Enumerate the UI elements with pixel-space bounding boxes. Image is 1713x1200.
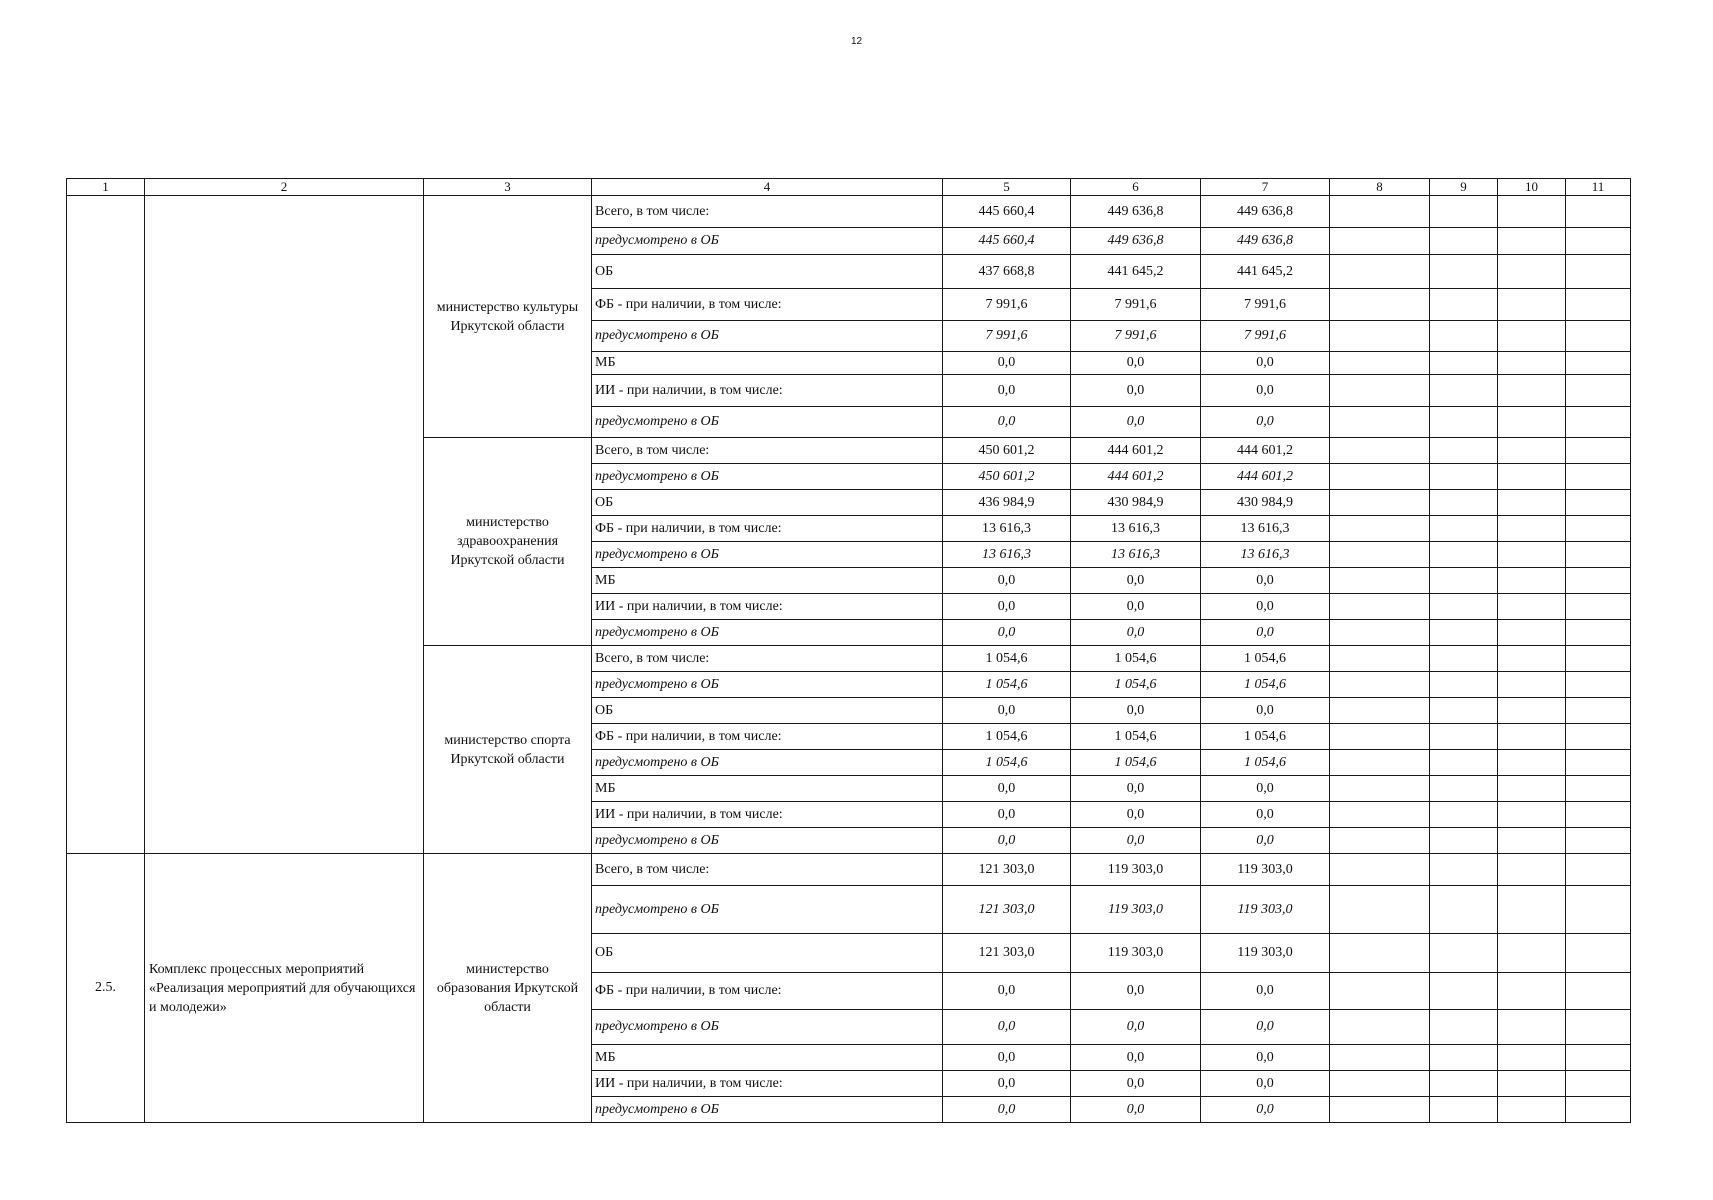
table-row: [67, 196, 1631, 228]
value-cell-5: 1 054,6: [943, 750, 1071, 776]
value-cell-6: 7 991,6: [1071, 321, 1201, 352]
empty-cell-9: [1430, 1071, 1498, 1097]
funding-source-label: МБ: [592, 776, 943, 802]
empty-cell-8: [1330, 886, 1430, 934]
empty-cell-8: [1330, 802, 1430, 828]
header-cell-3: 3: [424, 179, 592, 196]
value-cell-6: 449 636,8: [1071, 196, 1201, 228]
value-cell-7: 0,0: [1201, 352, 1330, 375]
header-cell-4: 4: [592, 179, 943, 196]
empty-cell-9: [1430, 620, 1498, 646]
header-cell-2: 2: [145, 179, 424, 196]
empty-cell-9: [1430, 568, 1498, 594]
value-cell-7: 1 054,6: [1201, 672, 1330, 698]
funding-source-label: предусмотрено в ОБ: [592, 886, 943, 934]
empty-cell-9: [1430, 255, 1498, 289]
value-cell-5: 7 991,6: [943, 321, 1071, 352]
empty-cell-10: [1498, 1010, 1566, 1045]
value-cell-5: 0,0: [943, 375, 1071, 407]
value-cell-6: 0,0: [1071, 375, 1201, 407]
empty-cell-10: [1498, 854, 1566, 886]
empty-cell-9: [1430, 828, 1498, 854]
empty-cell-8: [1330, 438, 1430, 464]
empty-cell-8: [1330, 672, 1430, 698]
empty-cell-9: [1430, 776, 1498, 802]
value-cell-6: 0,0: [1071, 1097, 1201, 1123]
value-cell-5: 0,0: [943, 1097, 1071, 1123]
value-cell-7: 0,0: [1201, 802, 1330, 828]
empty-cell-11: [1566, 438, 1631, 464]
empty-cell-11: [1566, 464, 1631, 490]
funding-source-label: ИИ - при наличии, в том числе:: [592, 375, 943, 407]
empty-cell-11: [1566, 672, 1631, 698]
empty-cell-10: [1498, 321, 1566, 352]
value-cell-6: 0,0: [1071, 1045, 1201, 1071]
value-cell-6: 0,0: [1071, 802, 1201, 828]
empty-cell-11: [1566, 886, 1631, 934]
funding-source-label: ОБ: [592, 698, 943, 724]
empty-cell-9: [1430, 750, 1498, 776]
empty-cell-11: [1566, 828, 1631, 854]
value-cell-7: 0,0: [1201, 973, 1330, 1010]
empty-cell-11: [1566, 1097, 1631, 1123]
value-cell-7: 0,0: [1201, 594, 1330, 620]
empty-cell-9: [1430, 854, 1498, 886]
agency-cell: министерство здравоохранения Иркутской области: [424, 438, 592, 646]
empty-cell-11: [1566, 594, 1631, 620]
funding-source-label: Всего, в том числе:: [592, 196, 943, 228]
empty-cell-9: [1430, 490, 1498, 516]
empty-cell-10: [1498, 255, 1566, 289]
value-cell-5: 121 303,0: [943, 854, 1071, 886]
empty-cell-11: [1566, 698, 1631, 724]
empty-cell-11: [1566, 750, 1631, 776]
value-cell-7: 444 601,2: [1201, 464, 1330, 490]
value-cell-6: 0,0: [1071, 568, 1201, 594]
empty-cell-10: [1498, 196, 1566, 228]
agency-cell: министерство культуры Иркутской области: [424, 196, 592, 438]
value-cell-5: 437 668,8: [943, 255, 1071, 289]
agency-cell: министерство образования Иркутской области: [424, 854, 592, 1123]
funding-source-label: Всего, в том числе:: [592, 854, 943, 886]
empty-cell-9: [1430, 724, 1498, 750]
empty-cell-8: [1330, 1010, 1430, 1045]
empty-cell-8: [1330, 646, 1430, 672]
value-cell-7: 13 616,3: [1201, 542, 1330, 568]
empty-cell-8: [1330, 407, 1430, 438]
value-cell-7: 13 616,3: [1201, 516, 1330, 542]
empty-cell-11: [1566, 407, 1631, 438]
empty-cell-10: [1498, 672, 1566, 698]
empty-cell-10: [1498, 886, 1566, 934]
value-cell-5: 7 991,6: [943, 289, 1071, 321]
empty-cell-9: [1430, 516, 1498, 542]
empty-cell-9: [1430, 321, 1498, 352]
value-cell-7: 119 303,0: [1201, 934, 1330, 973]
value-cell-5: 1 054,6: [943, 724, 1071, 750]
empty-cell-8: [1330, 568, 1430, 594]
value-cell-7: 430 984,9: [1201, 490, 1330, 516]
budget-table: [66, 178, 1631, 1123]
value-cell-6: 0,0: [1071, 698, 1201, 724]
value-cell-7: 449 636,8: [1201, 228, 1330, 255]
empty-cell-10: [1498, 776, 1566, 802]
funding-source-label: ИИ - при наличии, в том числе:: [592, 802, 943, 828]
value-cell-7: 1 054,6: [1201, 724, 1330, 750]
value-cell-6: 119 303,0: [1071, 934, 1201, 973]
value-cell-5: 121 303,0: [943, 886, 1071, 934]
funding-source-label: ФБ - при наличии, в том числе:: [592, 516, 943, 542]
empty-cell-8: [1330, 828, 1430, 854]
empty-cell-9: [1430, 646, 1498, 672]
empty-cell-8: [1330, 854, 1430, 886]
empty-cell-11: [1566, 289, 1631, 321]
header-cell-11: 11: [1566, 179, 1631, 196]
empty-cell-8: [1330, 464, 1430, 490]
empty-cell-9: [1430, 934, 1498, 973]
empty-cell-9: [1430, 196, 1498, 228]
value-cell-5: 0,0: [943, 352, 1071, 375]
empty-cell-8: [1330, 516, 1430, 542]
table-row: [67, 854, 1631, 886]
empty-cell-10: [1498, 289, 1566, 321]
value-cell-5: 0,0: [943, 620, 1071, 646]
empty-cell-11: [1566, 646, 1631, 672]
value-cell-7: 0,0: [1201, 1097, 1330, 1123]
value-cell-5: 0,0: [943, 407, 1071, 438]
empty-cell-10: [1498, 724, 1566, 750]
header-cell-7: 7: [1201, 179, 1330, 196]
empty-cell-8: [1330, 934, 1430, 973]
value-cell-5: 450 601,2: [943, 464, 1071, 490]
row-number-cell: 2.5.: [67, 854, 145, 1123]
empty-cell-8: [1330, 321, 1430, 352]
empty-cell-8: [1330, 698, 1430, 724]
table-body: [67, 179, 1631, 1123]
value-cell-6: 13 616,3: [1071, 516, 1201, 542]
empty-cell-10: [1498, 568, 1566, 594]
value-cell-5: 1 054,6: [943, 672, 1071, 698]
value-cell-6: 13 616,3: [1071, 542, 1201, 568]
empty-cell-11: [1566, 973, 1631, 1010]
value-cell-7: 441 645,2: [1201, 255, 1330, 289]
funding-source-label: предусмотрено в ОБ: [592, 828, 943, 854]
funding-source-label: ФБ - при наличии, в том числе:: [592, 289, 943, 321]
value-cell-7: 0,0: [1201, 375, 1330, 407]
empty-cell-8: [1330, 620, 1430, 646]
funding-source-label: МБ: [592, 1045, 943, 1071]
value-cell-7: 0,0: [1201, 568, 1330, 594]
value-cell-7: 0,0: [1201, 828, 1330, 854]
value-cell-5: 0,0: [943, 1071, 1071, 1097]
empty-cell-11: [1566, 352, 1631, 375]
value-cell-6: 0,0: [1071, 1010, 1201, 1045]
funding-source-label: предусмотрено в ОБ: [592, 321, 943, 352]
value-cell-5: 13 616,3: [943, 542, 1071, 568]
empty-cell-9: [1430, 228, 1498, 255]
header-cell-8: 8: [1330, 179, 1430, 196]
empty-cell-10: [1498, 375, 1566, 407]
empty-cell-10: [1498, 228, 1566, 255]
empty-cell-10: [1498, 352, 1566, 375]
value-cell-6: 0,0: [1071, 594, 1201, 620]
empty-cell-10: [1498, 542, 1566, 568]
funding-source-label: МБ: [592, 568, 943, 594]
empty-cell-10: [1498, 698, 1566, 724]
empty-cell-11: [1566, 1010, 1631, 1045]
empty-cell-9: [1430, 407, 1498, 438]
value-cell-6: 1 054,6: [1071, 646, 1201, 672]
funding-source-label: ФБ - при наличии, в том числе:: [592, 973, 943, 1010]
value-cell-5: 0,0: [943, 568, 1071, 594]
value-cell-6: 1 054,6: [1071, 724, 1201, 750]
empty-cell-9: [1430, 375, 1498, 407]
value-cell-7: 1 054,6: [1201, 750, 1330, 776]
empty-cell-10: [1498, 490, 1566, 516]
value-cell-6: 119 303,0: [1071, 854, 1201, 886]
empty-cell-11: [1566, 228, 1631, 255]
empty-cell-8: [1330, 750, 1430, 776]
empty-cell-9: [1430, 698, 1498, 724]
funding-source-label: ИИ - при наличии, в том числе:: [592, 594, 943, 620]
value-cell-7: 0,0: [1201, 1010, 1330, 1045]
value-cell-6: 0,0: [1071, 352, 1201, 375]
value-cell-6: 0,0: [1071, 973, 1201, 1010]
empty-cell-8: [1330, 228, 1430, 255]
funding-source-label: ОБ: [592, 255, 943, 289]
empty-cell-11: [1566, 516, 1631, 542]
empty-cell-9: [1430, 1010, 1498, 1045]
value-cell-7: 444 601,2: [1201, 438, 1330, 464]
value-cell-6: 119 303,0: [1071, 886, 1201, 934]
value-cell-7: 7 991,6: [1201, 321, 1330, 352]
value-cell-5: 0,0: [943, 802, 1071, 828]
header-cell-10: 10: [1498, 179, 1566, 196]
empty-cell-8: [1330, 776, 1430, 802]
empty-cell-8: [1330, 289, 1430, 321]
funding-source-label: МБ: [592, 352, 943, 375]
value-cell-7: 119 303,0: [1201, 854, 1330, 886]
funding-source-label: предусмотрено в ОБ: [592, 1010, 943, 1045]
value-cell-6: 441 645,2: [1071, 255, 1201, 289]
value-cell-7: 449 636,8: [1201, 196, 1330, 228]
empty-cell-10: [1498, 1071, 1566, 1097]
empty-cell-10: [1498, 646, 1566, 672]
value-cell-7: 0,0: [1201, 620, 1330, 646]
value-cell-5: 0,0: [943, 1045, 1071, 1071]
empty-cell-8: [1330, 490, 1430, 516]
value-cell-6: 1 054,6: [1071, 750, 1201, 776]
funding-source-label: ИИ - при наличии, в том числе:: [592, 1071, 943, 1097]
empty-cell-11: [1566, 724, 1631, 750]
empty-cell-9: [1430, 973, 1498, 1010]
activity-name-cell: Комплекс процессных мероприятий «Реализация мероприятий для обучающихся и молодежи»: [145, 854, 424, 1123]
empty-cell-11: [1566, 802, 1631, 828]
value-cell-7: 1 054,6: [1201, 646, 1330, 672]
empty-cell-11: [1566, 620, 1631, 646]
funding-source-label: предусмотрено в ОБ: [592, 407, 943, 438]
empty-cell-11: [1566, 375, 1631, 407]
empty-cell-9: [1430, 886, 1498, 934]
funding-source-label: ОБ: [592, 934, 943, 973]
empty-cell-11: [1566, 776, 1631, 802]
value-cell-7: 0,0: [1201, 698, 1330, 724]
empty-cell-11: [1566, 196, 1631, 228]
value-cell-6: 444 601,2: [1071, 438, 1201, 464]
empty-cell-8: [1330, 724, 1430, 750]
value-cell-5: 121 303,0: [943, 934, 1071, 973]
empty-cell-8: [1330, 594, 1430, 620]
empty-cell-8: [1330, 196, 1430, 228]
value-cell-5: 0,0: [943, 698, 1071, 724]
funding-source-label: предусмотрено в ОБ: [592, 464, 943, 490]
value-cell-7: 0,0: [1201, 1045, 1330, 1071]
value-cell-6: 0,0: [1071, 776, 1201, 802]
empty-cell-11: [1566, 1071, 1631, 1097]
empty-cell-8: [1330, 255, 1430, 289]
empty-cell-9: [1430, 802, 1498, 828]
funding-source-label: предусмотрено в ОБ: [592, 672, 943, 698]
empty-cell-8: [1330, 375, 1430, 407]
empty-cell-11: [1566, 255, 1631, 289]
value-cell-6: 0,0: [1071, 1071, 1201, 1097]
empty-cell-10: [1498, 750, 1566, 776]
value-cell-5: 0,0: [943, 1010, 1071, 1045]
value-cell-5: 445 660,4: [943, 228, 1071, 255]
page-number: 12: [850, 36, 863, 47]
empty-cell-10: [1498, 934, 1566, 973]
value-cell-6: 444 601,2: [1071, 464, 1201, 490]
header-cell-5: 5: [943, 179, 1071, 196]
empty-cell-11: [1566, 321, 1631, 352]
funding-source-label: Всего, в том числе:: [592, 438, 943, 464]
value-cell-7: 0,0: [1201, 776, 1330, 802]
empty-cell-8: [1330, 1045, 1430, 1071]
value-cell-7: 119 303,0: [1201, 886, 1330, 934]
header-cell-1: 1: [67, 179, 145, 196]
funding-source-label: предусмотрено в ОБ: [592, 228, 943, 255]
value-cell-7: 7 991,6: [1201, 289, 1330, 321]
empty-cell-8: [1330, 352, 1430, 375]
value-cell-6: 1 054,6: [1071, 672, 1201, 698]
value-cell-5: 0,0: [943, 828, 1071, 854]
value-cell-7: 0,0: [1201, 407, 1330, 438]
empty-cell-9: [1430, 594, 1498, 620]
value-cell-6: 430 984,9: [1071, 490, 1201, 516]
empty-cell-8: [1330, 973, 1430, 1010]
value-cell-6: 0,0: [1071, 407, 1201, 438]
empty-cell-9: [1430, 542, 1498, 568]
funding-source-label: ФБ - при наличии, в том числе:: [592, 724, 943, 750]
funding-source-label: предусмотрено в ОБ: [592, 542, 943, 568]
empty-cell-9: [1430, 672, 1498, 698]
value-cell-7: 0,0: [1201, 1071, 1330, 1097]
empty-cell-9: [1430, 289, 1498, 321]
value-cell-6: 449 636,8: [1071, 228, 1201, 255]
header-cell-9: 9: [1430, 179, 1498, 196]
value-cell-5: 0,0: [943, 776, 1071, 802]
empty-cell-11: [1566, 568, 1631, 594]
empty-cell-10: [1498, 464, 1566, 490]
agency-cell: министерство спорта Иркутской области: [424, 646, 592, 854]
value-cell-6: 0,0: [1071, 828, 1201, 854]
funding-source-label: предусмотрено в ОБ: [592, 620, 943, 646]
value-cell-5: 436 984,9: [943, 490, 1071, 516]
empty-cell-10: [1498, 516, 1566, 542]
empty-cell-8: [1330, 542, 1430, 568]
value-cell-6: 7 991,6: [1071, 289, 1201, 321]
empty-cell-10: [1498, 438, 1566, 464]
value-cell-5: 0,0: [943, 594, 1071, 620]
funding-source-label: предусмотрено в ОБ: [592, 750, 943, 776]
value-cell-5: 0,0: [943, 973, 1071, 1010]
header-cell-6: 6: [1071, 179, 1201, 196]
empty-cell-10: [1498, 1097, 1566, 1123]
empty-cell-11: [1566, 854, 1631, 886]
row-number-cell: [67, 196, 145, 854]
empty-cell-10: [1498, 407, 1566, 438]
empty-cell-9: [1430, 438, 1498, 464]
empty-cell-11: [1566, 542, 1631, 568]
empty-cell-10: [1498, 828, 1566, 854]
value-cell-6: 0,0: [1071, 620, 1201, 646]
empty-cell-8: [1330, 1097, 1430, 1123]
empty-cell-10: [1498, 802, 1566, 828]
empty-cell-9: [1430, 464, 1498, 490]
funding-source-label: ОБ: [592, 490, 943, 516]
empty-cell-9: [1430, 1097, 1498, 1123]
empty-cell-10: [1498, 973, 1566, 1010]
value-cell-5: 445 660,4: [943, 196, 1071, 228]
empty-cell-11: [1566, 1045, 1631, 1071]
empty-cell-11: [1566, 934, 1631, 973]
empty-cell-11: [1566, 490, 1631, 516]
value-cell-5: 450 601,2: [943, 438, 1071, 464]
funding-source-label: предусмотрено в ОБ: [592, 1097, 943, 1123]
empty-cell-10: [1498, 620, 1566, 646]
activity-name-cell: [145, 196, 424, 854]
empty-cell-9: [1430, 352, 1498, 375]
empty-cell-9: [1430, 1045, 1498, 1071]
empty-cell-10: [1498, 594, 1566, 620]
value-cell-5: 1 054,6: [943, 646, 1071, 672]
header-row: [67, 179, 1631, 196]
empty-cell-10: [1498, 1045, 1566, 1071]
value-cell-5: 13 616,3: [943, 516, 1071, 542]
empty-cell-8: [1330, 1071, 1430, 1097]
funding-source-label: Всего, в том числе:: [592, 646, 943, 672]
